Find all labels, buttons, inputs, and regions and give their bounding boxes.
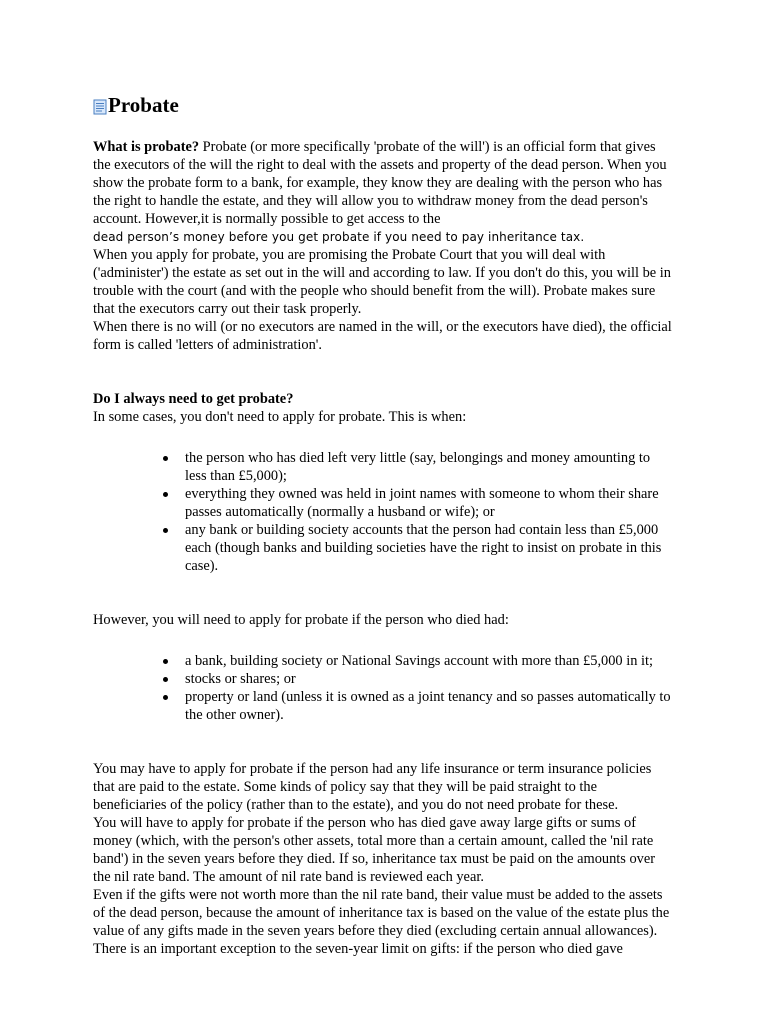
list-item: a bank, building society or National Savings account with more than £5,000 in it; — [93, 652, 673, 670]
document-page — [93, 92, 673, 958]
intro-text: Probate (or more specifically 'probate of the will') is an official form that gives the executors of the will the right to deal with the assets and property of the dead person. When you show the probate form to a bank, for example, they know they are dealing with the person who has the right to handle the estate, and they will allow you to withdraw money from the dead person's account. However,it is normally possible to get access to the — [93, 139, 667, 227]
need-probate-list — [93, 652, 673, 724]
no-will-paragraph: When there is no will (or no executors are named in the will, or the executors have died), the official form is called 'letters of administration'. — [93, 319, 672, 353]
section-heading: Do I always need to get probate? — [93, 391, 294, 407]
document-icon — [93, 99, 107, 115]
list-item: any bank or building society accounts that the person had contain less than £5,000 each (though banks and building societies have the right to insist on probate in this case). — [93, 521, 673, 575]
section-intro: In some cases, you don't need to apply for probate. This is when: — [93, 409, 467, 425]
title-row — [93, 92, 673, 118]
page-title: Probate — [108, 93, 179, 117]
list-item: everything they owned was held in joint names with someone to whom their share passes automatically (normally a husband or wife); or — [93, 485, 673, 521]
intro-text-tail: dead person’s money before you get probate if you need to pay inheritance tax. — [93, 230, 585, 244]
gift-value-paragraph: Even if the gifts were not worth more than the nil rate band, their value must be added to the assets of the dead person, because the amount of inheritance tax is based on the value of the estate plus the value of any gifts made in the seven years before they died (excluding certain annual allowances). — [93, 887, 670, 939]
insurance-paragraph: You may have to apply for probate if the person had any life insurance or term insurance policies that are paid to the estate. Some kinds of policy say that they will be paid straight to the beneficiaries of the policy (rather than to the estate), and you do not need probate for these. — [93, 761, 652, 813]
list-item: the person who has died left very little (say, belongings and money amounting to less than £5,000); — [93, 449, 673, 485]
exception-paragraph: There is an important exception to the seven-year limit on gifts: if the person who died gave — [93, 941, 623, 957]
intro-paragraph — [93, 138, 673, 246]
apply-paragraph: When you apply for probate, you are promising the Probate Court that you will deal with ('administer') the estate as set out in the will and according to law. If you don't do this, you will be in trouble with the court (and with the people who should benefit from the will). Probate makes sure that the executors carry out their task properly. — [93, 247, 671, 317]
need-probate-intro: However, you will need to apply for probate if the person who died had: — [93, 612, 509, 628]
no-probate-list — [93, 449, 673, 575]
intro-lead: What is probate? — [93, 139, 200, 155]
list-item: stocks or shares; or — [93, 670, 673, 688]
gifts-paragraph: You will have to apply for probate if the person who has died gave away large gifts or sums of money (which, with the person's other assets, total more than a certain amount, called the 'nil rate band') in the seven years before they died. If so, inheritance tax must be paid on the amounts over the nil rate band. The amount of nil rate band is reviewed each year. — [93, 815, 656, 885]
list-item: property or land (unless it is owned as a joint tenancy and so passes automatically to the other owner). — [93, 688, 673, 724]
